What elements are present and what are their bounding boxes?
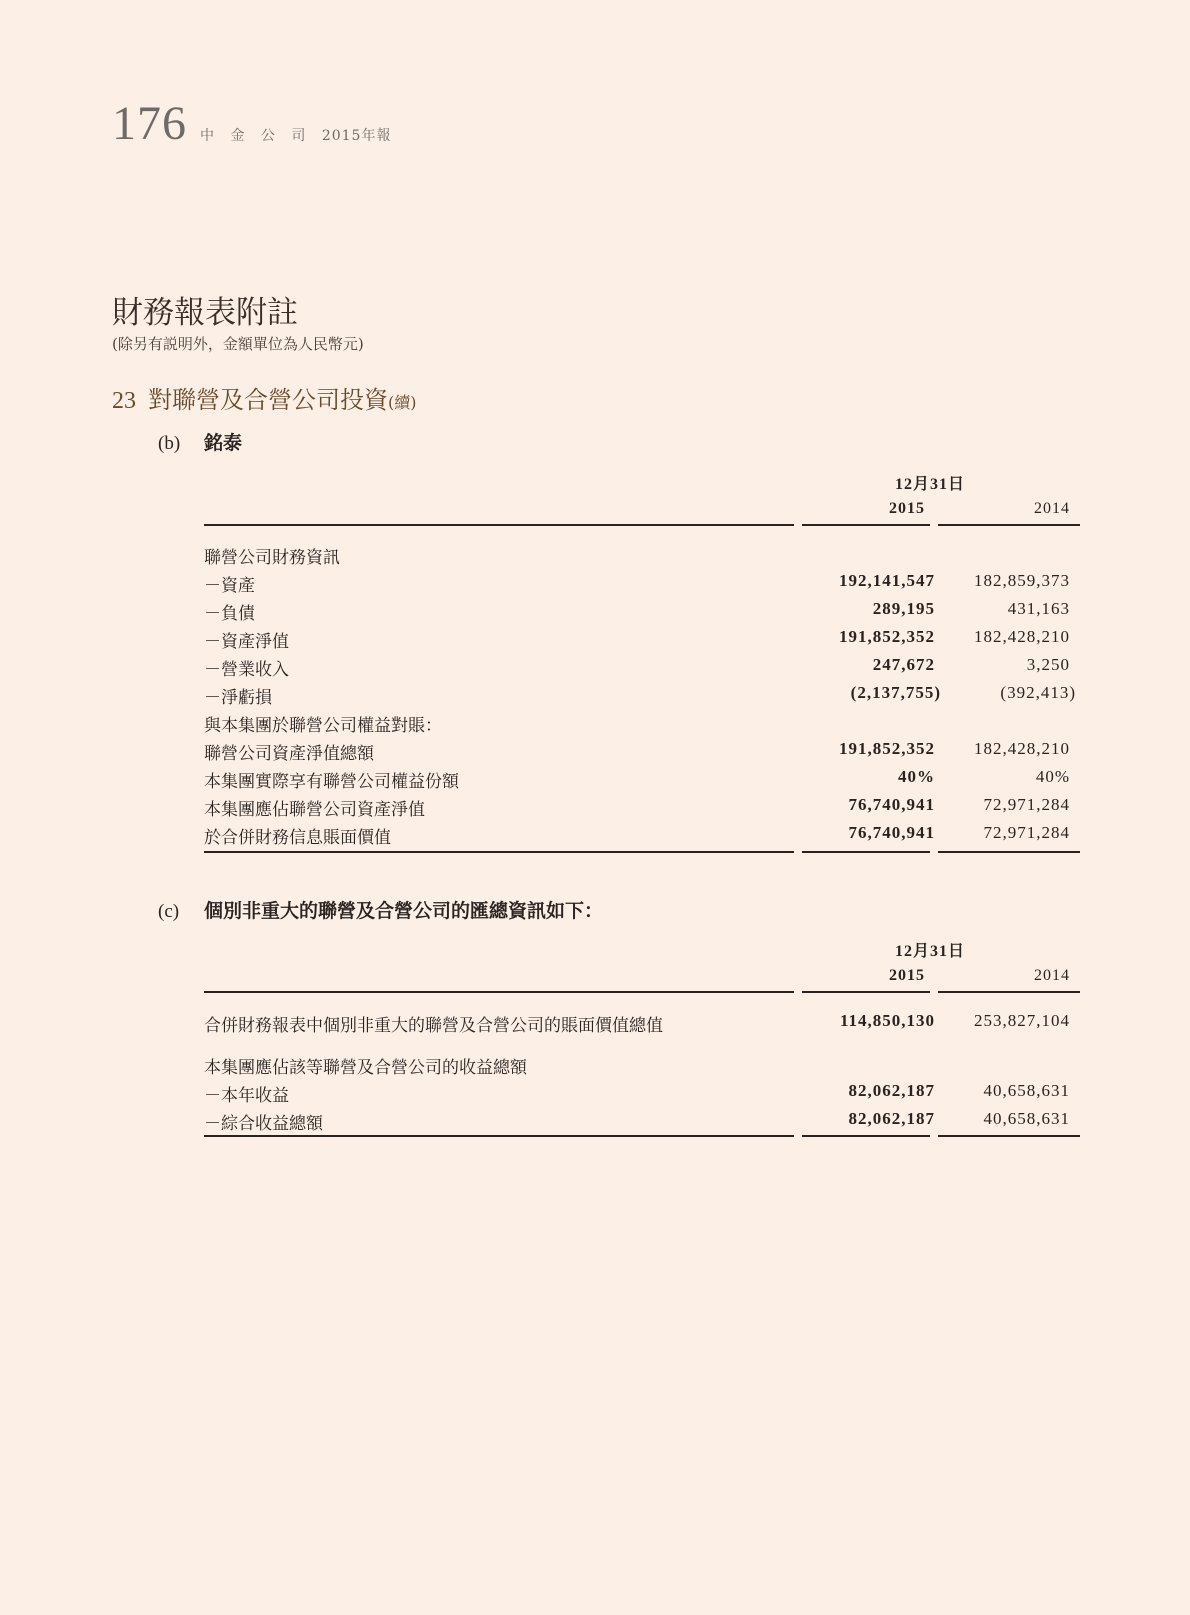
note-title: 對聯營及合營公司投資 [148,386,388,414]
value-2015: 192,141,547 [839,571,935,590]
part-c-bottom-rule [204,1135,1080,1137]
company-name: 中 金 公 司 [200,128,312,144]
page-number: 176 [112,97,187,150]
row-label: －營業收入 [204,660,289,680]
value-2014: 72,971,284 [983,795,1070,814]
value-2014: (392,413) [1000,683,1076,702]
row-label: －負債 [204,604,255,624]
part-c-date-header: 12月31日 [894,943,965,960]
value-2015: 247,672 [872,655,935,674]
value-2014: 72,971,284 [983,823,1070,842]
part-c-tag: (c) [158,901,180,922]
part-b-bottom-rule [204,851,1080,853]
row-label: 合併財務報表中個別非重大的聯營及合營公司的賬面價值總值 [204,1016,663,1036]
value-2015: 191,852,352 [839,627,935,646]
report-year: 2015年報 [321,128,392,144]
table-row [204,683,1080,711]
row-label: 與本集團於聯營公司權益對賬： [204,716,442,736]
part-c-top-rule [204,991,1080,993]
value-2015: (2,137,755) [850,683,941,702]
part-b-title: 銘泰 [204,432,243,454]
row-label: －淨虧損 [204,688,272,708]
part-c-year-2014: 2014 [1034,967,1070,984]
row-label: 於合併財務信息賬面價值 [204,828,391,848]
row-label: －本年收益 [204,1086,289,1106]
row-label: －資產 [204,576,255,596]
value-2014: 253,827,104 [974,1011,1070,1030]
table-row [204,1081,1080,1109]
part-b-tag: (b) [158,433,181,454]
part-b-year-2015: 2015 [889,500,925,517]
part-b-date-header: 12月31日 [894,476,965,493]
row-label: 聯營公司財務資訊 [204,548,340,568]
part-c-year-2015: 2015 [889,967,925,984]
table-row [204,1053,1080,1081]
row-label: －資產淨值 [204,632,289,652]
value-2015: 76,740,941 [848,823,935,842]
part-c-column-header [790,938,1070,989]
row-label: －綜合收益總額 [204,1114,323,1134]
table-row [204,767,1080,795]
table-row [204,1011,1080,1039]
value-2014: 182,428,210 [974,739,1070,758]
row-label: 聯營公司資產淨值總額 [204,744,374,764]
table-row [204,655,1080,683]
table-row [204,795,1080,823]
value-2015: 82,062,187 [848,1081,935,1100]
part-c-title: 個別非重大的聯營及合營公司的匯總資訊如下： [204,900,604,922]
part-b-heading [158,428,242,455]
table-row [204,571,1080,599]
value-2014: 182,859,373 [974,571,1070,590]
value-2015: 40% [898,767,935,786]
value-2015: 82,062,187 [848,1109,935,1128]
section-subtitle: (除另有説明外，金額單位為人民幣元) [112,335,364,353]
note-number: 23 [112,388,136,414]
value-2014: 182,428,210 [974,627,1070,646]
note-heading [112,380,417,415]
value-2015: 289,195 [872,599,935,618]
table-row [204,823,1080,851]
value-2015: 114,850,130 [839,1011,935,1030]
table-row [204,1109,1080,1137]
value-2015: 191,852,352 [839,739,935,758]
table-row [204,599,1080,627]
value-2014: 40,658,631 [983,1109,1070,1128]
part-b-year-2014: 2014 [1034,500,1070,517]
note-continued: (續) [388,393,417,412]
value-2015: 76,740,941 [848,795,935,814]
row-label: 本集團應佔聯營公司資產淨值 [204,800,425,820]
section-title: 財務報表附註 [112,295,298,331]
value-2014: 40% [1035,767,1070,786]
part-b-column-header [790,471,1070,522]
table-row [204,739,1080,767]
part-c-heading [158,896,603,923]
value-2014: 431,163 [1007,599,1070,618]
value-2014: 3,250 [1026,655,1070,674]
row-label: 本集團應佔該等聯營及合營公司的收益總額 [204,1058,527,1078]
report-name [200,125,391,145]
table-row [204,627,1080,655]
part-b-top-rule [204,524,1080,526]
table-row [204,711,1080,739]
value-2014: 40,658,631 [983,1081,1070,1100]
row-label: 本集團實際享有聯營公司權益份額 [204,772,459,792]
table-row [204,543,1080,571]
